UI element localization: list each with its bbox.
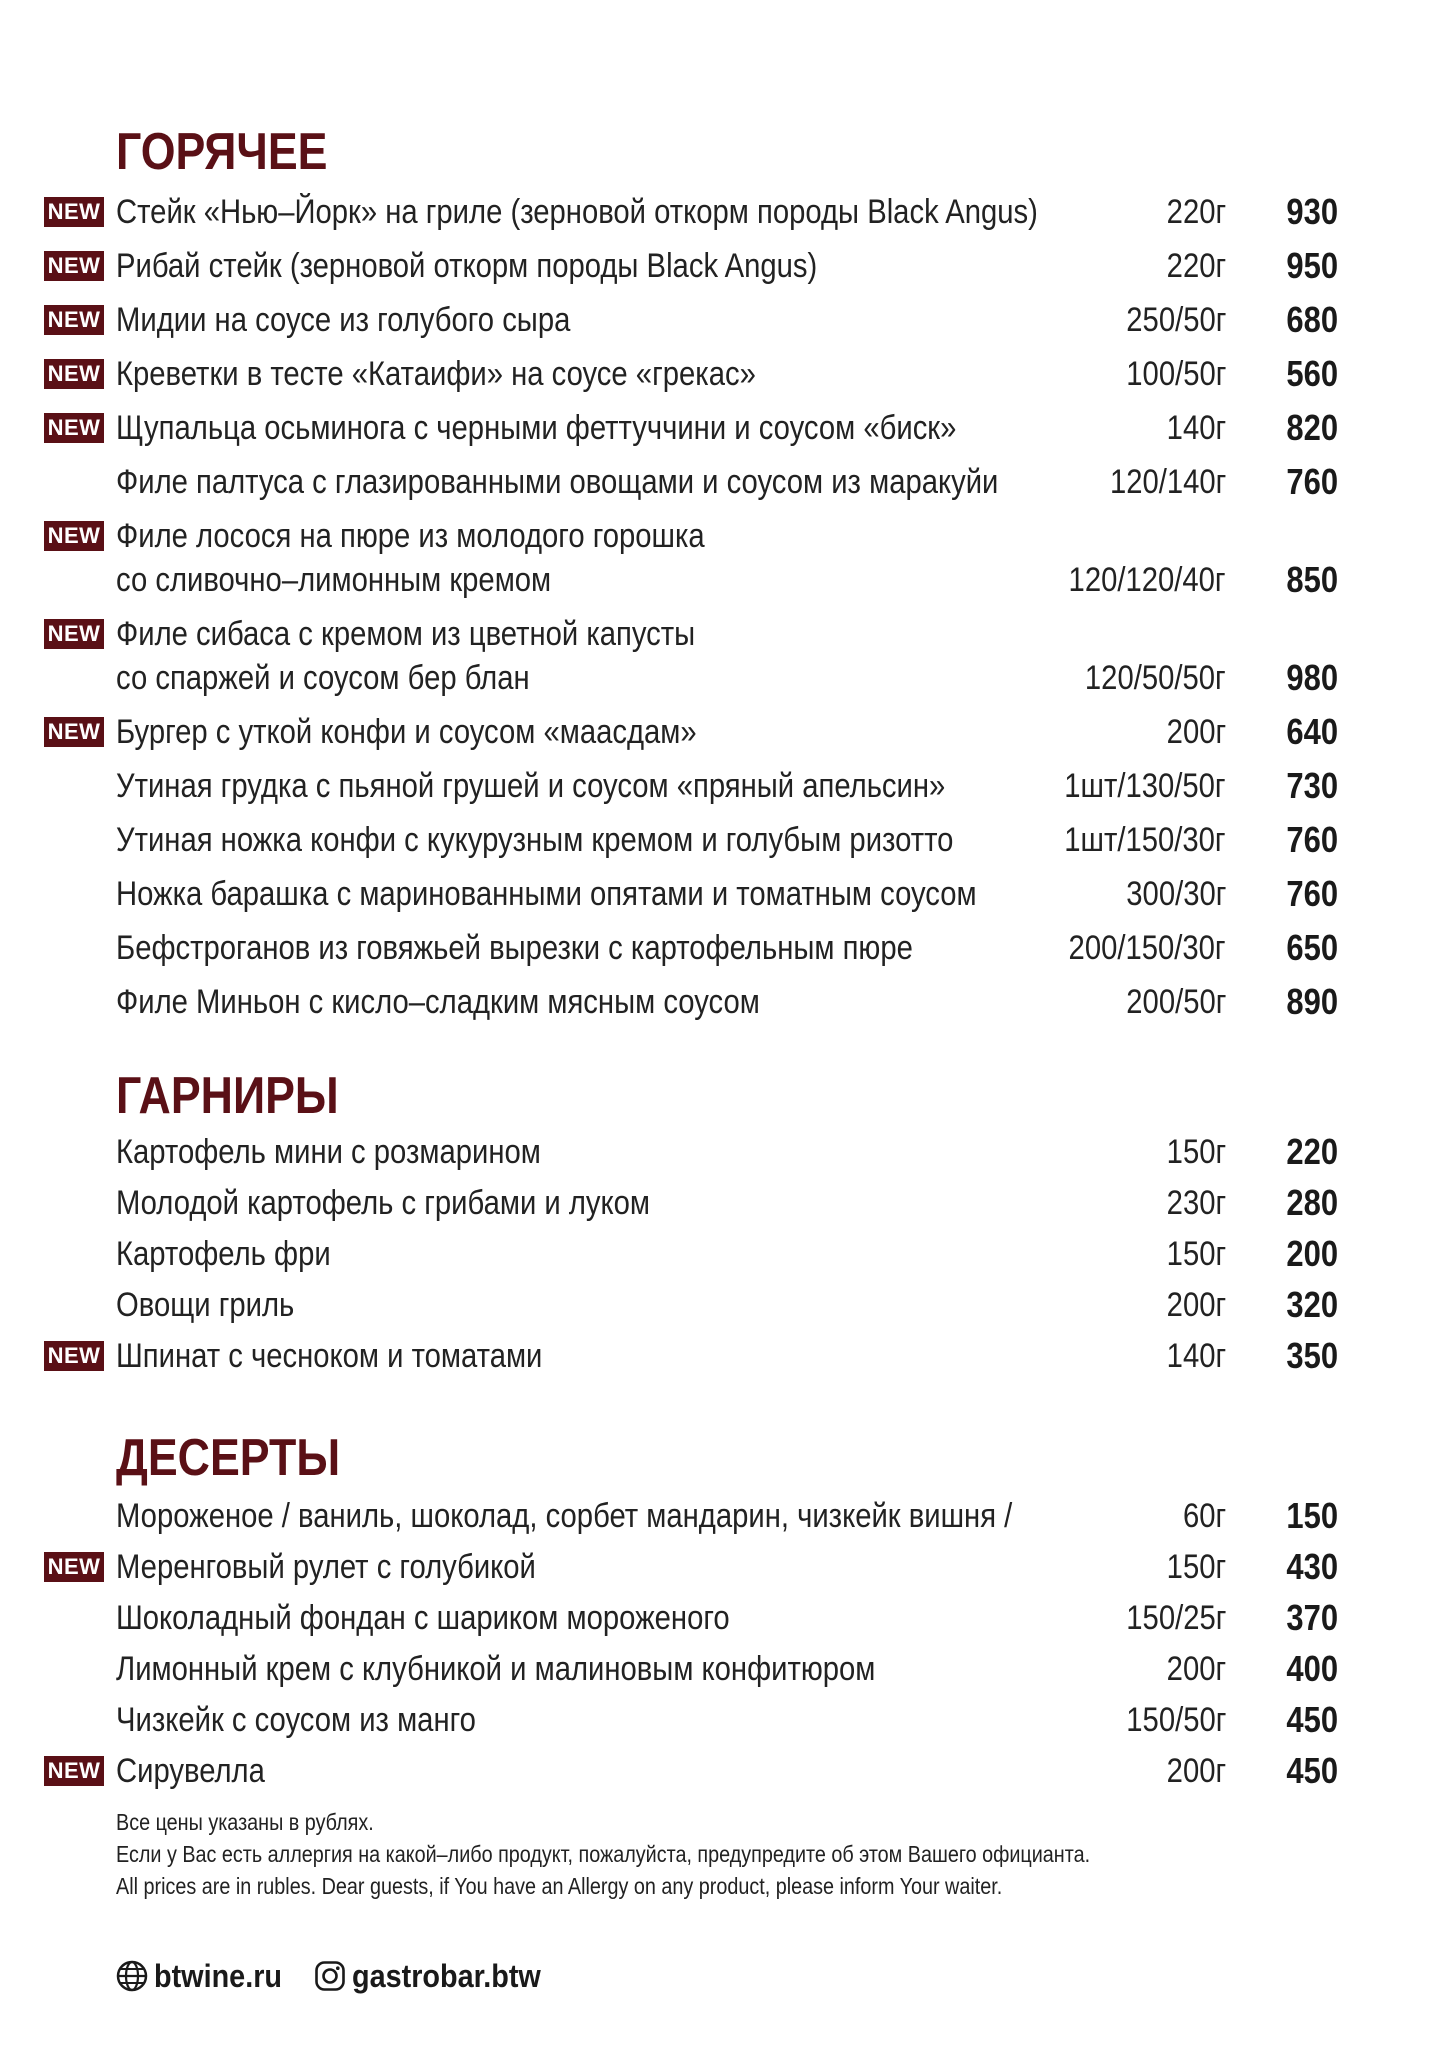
- item-name-line2: со сливочно–лимонным кремом: [116, 561, 552, 599]
- instagram-text: gastrobar.btw: [352, 1957, 541, 1994]
- item-name: Ножка барашка с маринованными опятами и томатным соусом: [116, 875, 977, 913]
- item-weight: 200/150/30г: [1068, 929, 1226, 967]
- item-price: 890: [1286, 981, 1338, 1022]
- new-badge: NEW: [44, 251, 104, 281]
- item-name: Молодой картофель с грибами и луком: [116, 1184, 651, 1222]
- note-allergy-ru: Если у Вас есть аллергия на какой–либо продукт, пожалуйста, предупредите об этом Вашего официанта.: [116, 1841, 1091, 1867]
- item-name: Щупальца осьминога с черными феттуччини и соусом «биск»: [116, 409, 957, 447]
- item-weight: 200/50г: [1125, 983, 1226, 1021]
- item-name: Картофель фри: [116, 1235, 331, 1273]
- item-weight: 150г: [1166, 1548, 1226, 1586]
- item-name: Меренговый рулет с голубикой: [116, 1548, 536, 1586]
- item-name: Мороженое / ваниль, шоколад, сорбет мандарин, чизкейк вишня /: [116, 1497, 1013, 1535]
- item-name: Филе Миньон с кисло–сладким мясным соусом: [116, 983, 760, 1021]
- item-weight: 120/140г: [1109, 463, 1226, 501]
- item-price: 400: [1286, 1648, 1338, 1689]
- item-price: 430: [1286, 1546, 1338, 1587]
- item-price: 820: [1286, 407, 1338, 448]
- section-title-hot: ГОРЯЧЕЕ: [116, 123, 328, 181]
- item-price: 640: [1286, 711, 1338, 752]
- item-price: 450: [1286, 1750, 1338, 1791]
- item-price: 560: [1286, 353, 1338, 394]
- item-price: 680: [1286, 299, 1338, 340]
- item-price: 220: [1286, 1131, 1338, 1172]
- item-name: Картофель мини с розмарином: [116, 1133, 541, 1171]
- item-price: 450: [1286, 1699, 1338, 1740]
- item-price: 280: [1286, 1182, 1338, 1223]
- item-name: Утиная ножка конфи с кукурузным кремом и голубым ризотто: [116, 821, 954, 859]
- instagram-link[interactable]: [314, 1956, 562, 1996]
- item-weight: 200г: [1166, 713, 1226, 751]
- item-price: 760: [1286, 461, 1338, 502]
- item-name: Овощи гриль: [116, 1286, 295, 1324]
- instagram-icon: [314, 1960, 346, 1992]
- item-weight: 200г: [1166, 1650, 1226, 1688]
- item-name: Филе палтуса с глазированными овощами и соусом из маракуйи: [116, 463, 999, 501]
- item-price: 980: [1286, 657, 1338, 698]
- item-weight: 120/120/40г: [1068, 561, 1226, 599]
- item-weight: 220г: [1166, 247, 1226, 285]
- item-weight: 60г: [1182, 1497, 1226, 1535]
- item-price: 650: [1286, 927, 1338, 968]
- item-weight: 220г: [1166, 193, 1226, 231]
- item-weight: 150г: [1166, 1133, 1226, 1171]
- new-badge: NEW: [44, 305, 104, 335]
- item-name: Мидии на соусе из голубого сыра: [116, 301, 571, 339]
- item-name: Креветки в тесте «Катаифи» на соусе «грекас»: [116, 355, 756, 393]
- item-weight: 150г: [1166, 1235, 1226, 1273]
- globe-icon: [116, 1960, 148, 1992]
- note-prices: Все цены указаны в рублях.: [116, 1809, 374, 1835]
- new-badge: NEW: [44, 1552, 104, 1582]
- item-name: Сирувелла: [116, 1752, 265, 1790]
- item-price: 350: [1286, 1335, 1338, 1376]
- item-price: 760: [1286, 873, 1338, 914]
- item-weight: 300/30г: [1125, 875, 1226, 913]
- item-weight: 100/50г: [1125, 355, 1226, 393]
- section-title-sides: ГАРНИРЫ: [116, 1067, 339, 1125]
- website-link[interactable]: [116, 1956, 296, 1996]
- new-badge: NEW: [44, 1341, 104, 1371]
- new-badge: NEW: [44, 197, 104, 227]
- item-price: 930: [1286, 191, 1338, 232]
- item-name: Бефстроганов из говяжьей вырезки с картофельным пюре: [116, 929, 913, 967]
- item-weight: 250/50г: [1125, 301, 1226, 339]
- new-badge: NEW: [44, 1756, 104, 1786]
- item-price: 150: [1286, 1495, 1338, 1536]
- item-weight: 150/25г: [1125, 1599, 1226, 1637]
- item-weight: 120/50/50г: [1085, 659, 1226, 697]
- item-weight: 230г: [1166, 1184, 1226, 1222]
- item-price: 950: [1286, 245, 1338, 286]
- item-name-line2: со спаржей и соусом бер блан: [116, 659, 530, 697]
- item-weight: 150/50г: [1125, 1701, 1226, 1739]
- item-name: Бургер с уткой конфи и соусом «маасдам»: [116, 713, 697, 751]
- new-badge: NEW: [44, 717, 104, 747]
- item-name: Филе сибаса с кремом из цветной капусты: [116, 615, 696, 653]
- item-weight: 1шт/130/50г: [1064, 767, 1226, 805]
- item-price: 370: [1286, 1597, 1338, 1638]
- item-name: Шоколадный фондан с шариком мороженого: [116, 1599, 730, 1637]
- new-badge: NEW: [44, 359, 104, 389]
- item-weight: 200г: [1166, 1286, 1226, 1324]
- item-name: Чизкейк с соусом из манго: [116, 1701, 476, 1739]
- item-weight: 1шт/150/30г: [1064, 821, 1226, 859]
- item-name: Лимонный крем с клубникой и малиновым конфитюром: [116, 1650, 876, 1688]
- section-title-desserts: ДЕСЕРТЫ: [116, 1429, 341, 1487]
- item-weight: 200г: [1166, 1752, 1226, 1790]
- item-name: Рибай стейк (зерновой откорм породы Black Angus): [116, 247, 818, 285]
- item-price: 200: [1286, 1233, 1338, 1274]
- new-badge: NEW: [44, 619, 104, 649]
- item-price: 760: [1286, 819, 1338, 860]
- item-weight: 140г: [1166, 1337, 1226, 1375]
- item-name: Стейк «Нью–Йорк» на гриле (зерновой откорм породы Black Angus): [116, 193, 1038, 231]
- item-price: 850: [1286, 559, 1338, 600]
- item-weight: 140г: [1166, 409, 1226, 447]
- new-badge: NEW: [44, 413, 104, 443]
- item-name: Шпинат с чесноком и томатами: [116, 1337, 543, 1375]
- item-name: Филе лосося на пюре из молодого горошка: [116, 517, 705, 555]
- item-price: 730: [1286, 765, 1338, 806]
- item-name: Утиная грудка с пьяной грушей и соусом «пряный апельсин»: [116, 767, 946, 805]
- note-allergy-en: All prices are in rubles. Dear guests, if You have an Allergy on any product, please inform Your waiter.: [116, 1873, 1003, 1899]
- website-text: btwine.ru: [154, 1957, 282, 1994]
- item-price: 320: [1286, 1284, 1338, 1325]
- new-badge: NEW: [44, 521, 104, 551]
